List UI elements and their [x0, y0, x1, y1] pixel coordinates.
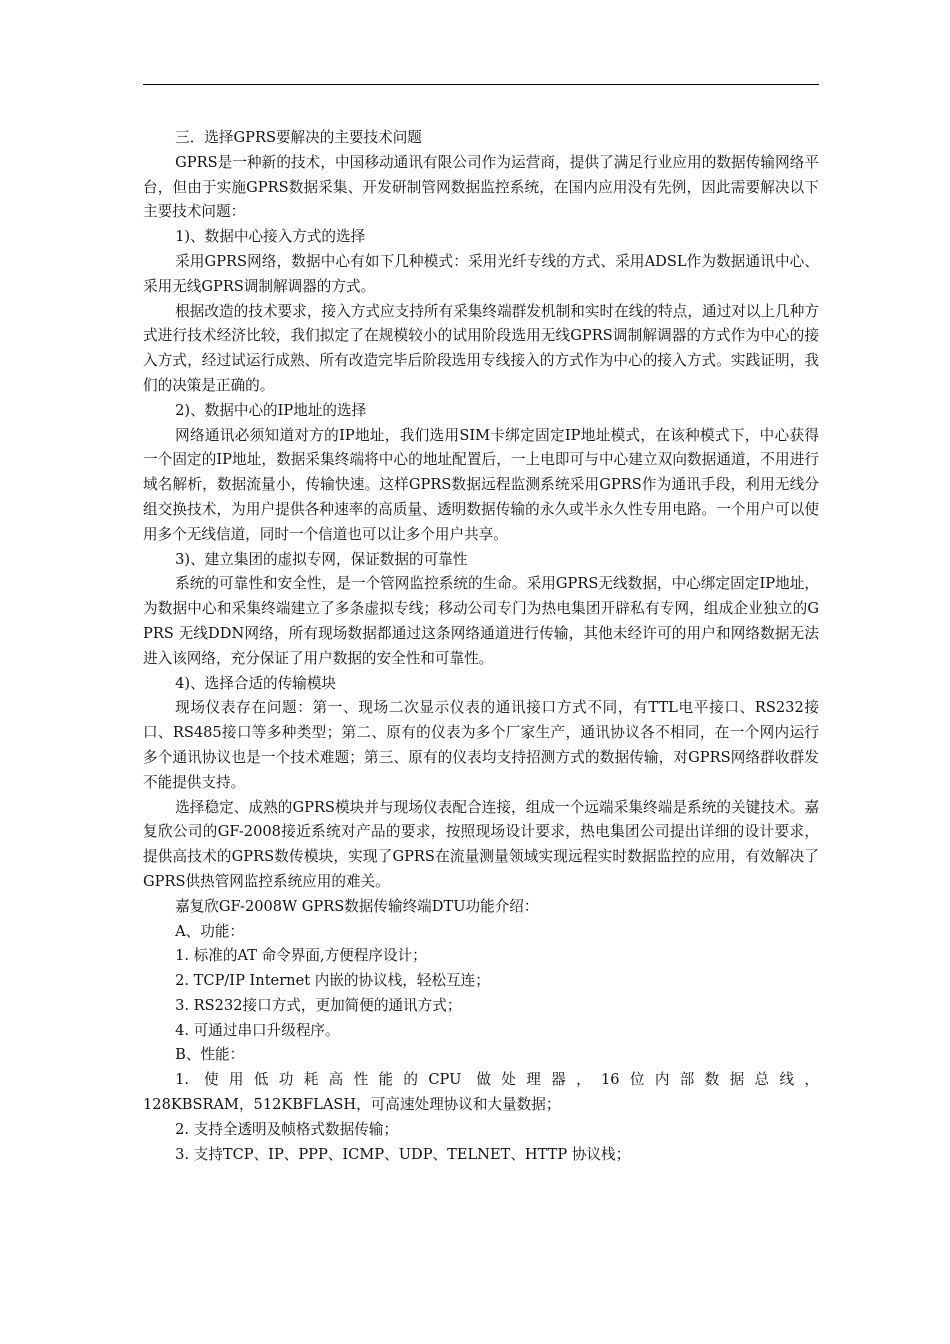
paragraph: 系统的可靠性和安全性，是一个管网监控系统的生命。采用GPRS无线数据，中心绑定固定IP地址，为数据中心和采集终端建立了多条虚拟专线；移动公司专门为热电集团开辟私有专网，组成企业独立的GPRS 无线DDN网络，所有现场数据都通过这条网络通道进行传输，其他未经许可的用户和网络数据无法进入该网络，充分保证了用户数据的安全性和可靠性。 — [143, 575, 819, 667]
dtu-intro-line: 嘉复欣GF-2008W GPRS数据传输终端DTU功能介绍： — [175, 897, 539, 915]
list-item: 2. 支持全透明及帧格式数据传输； — [175, 1120, 398, 1138]
list-item: 3. 支持TCP、IP、PPP、ICMP、UDP、TELNET、HTTP 协议栈； — [175, 1145, 631, 1163]
paragraph: 现场仪表存在问题：第一、现场二次显示仪表的通讯接口方式不同，有TTL电平接口、RS232接口、RS485接口等多种类型；第二、原有的仪表为多个厂家生产，通讯协议各不相同，在一个网内运行多个通讯协议也是一个技术难题；第三、原有的仪表均支持招测方式的数据传输，对GPRS网络群收群发不能提供支持。 — [143, 699, 819, 791]
list-item: 1. 使用低功耗高性能的CPU 做处理器，16位内部数据总线， — [175, 1071, 819, 1089]
header-rule — [143, 84, 819, 85]
paragraph: 根据改造的技术要求，接入方式应支持所有采集终端群发机制和实时在线的特点，通过对以上几种方式进行技术经济比较，我们拟定了在规模较小的试用阶段选用无线GPRS调制解调器的方式作为中心的接入方式，经过试运行成熟、所有改造完毕后阶段选用专线接入的方式作为中心的接入方式。实践证明，我们的决策是正确的。 — [143, 302, 819, 394]
document-body — [143, 126, 819, 1167]
subheading-2: 2)、数据中心的IP地址的选择 — [175, 401, 367, 419]
list-item: 3. RS232接口方式，更加简便的通讯方式； — [175, 996, 462, 1014]
subheading-3: 3)、建立集团的虚拟专网，保证数据的可靠性 — [175, 550, 468, 568]
subheading-4: 4)、选择合适的传输模块 — [175, 674, 337, 692]
paragraph: 采用GPRS网络，数据中心有如下几种模式：采用光纤专线的方式、采用ADSL作为数据通讯中心、采用无线GPRS调制解调器的方式。 — [143, 252, 819, 295]
intro-paragraph: GPRS是一种新的技术，中国移动通讯有限公司作为运营商，提供了满足行业应用的数据传输网络平台，但由于实施GPRS数据采集、开发研制管网数据监控系统，在国内应用没有先例，因此需要解决以下主要技术问题： — [143, 153, 819, 221]
list-item: 2. TCP/IP Internet 内嵌的协议栈，轻松互连； — [175, 972, 490, 990]
list-item: 1. 标准的AT 命令界面,方便程序设计； — [175, 947, 427, 965]
paragraph: 选择稳定、成熟的GPRS模块并与现场仪表配合连接，组成一个远端采集终端是系统的关键技术。嘉复欣公司的GF-2008接近系统对产品的要求，按照现场设计要求，热电集团公司提出详细的设计要求，提供高技术的GPRS数传模块，实现了GPRS在流量测量领域实现远程实时数据监控的应用，有效解决了GPRS供热管网监控系统应用的难关。 — [143, 798, 819, 890]
list-heading-performance: B、性能： — [175, 1046, 245, 1064]
subheading-1: 1)、数据中心接入方式的选择 — [175, 228, 366, 246]
list-heading-functions: A、功能： — [175, 922, 245, 940]
section-heading: 三．选择GPRS要解决的主要技术问题 — [175, 129, 422, 146]
list-item-continuation: 128KBSRAM，512KBFLASH，可高速处理协议和大量数据； — [143, 1096, 561, 1114]
list-item: 4. 可通过串口升级程序。 — [175, 1021, 340, 1039]
paragraph: 网络通讯必须知道对方的IP地址，我们选用SIM卡绑定固定IP地址模式，在该种模式下，中心获得一个固定的IP地址，数据采集终端将中心的地址配置后，一上电即可与中心建立双向数据通道，不用进行域名解析，数据流量小，传输快速。这样GPRS数据远程监测系统采用GPRS作为通讯手段，利用无线分组交换技术，为用户提供各种速率的高质量、透明数据传输的永久或半永久性专用电路。一个用户可以使用多个无线信道，同时一个信道也可以让多个用户共享。 — [143, 426, 819, 543]
